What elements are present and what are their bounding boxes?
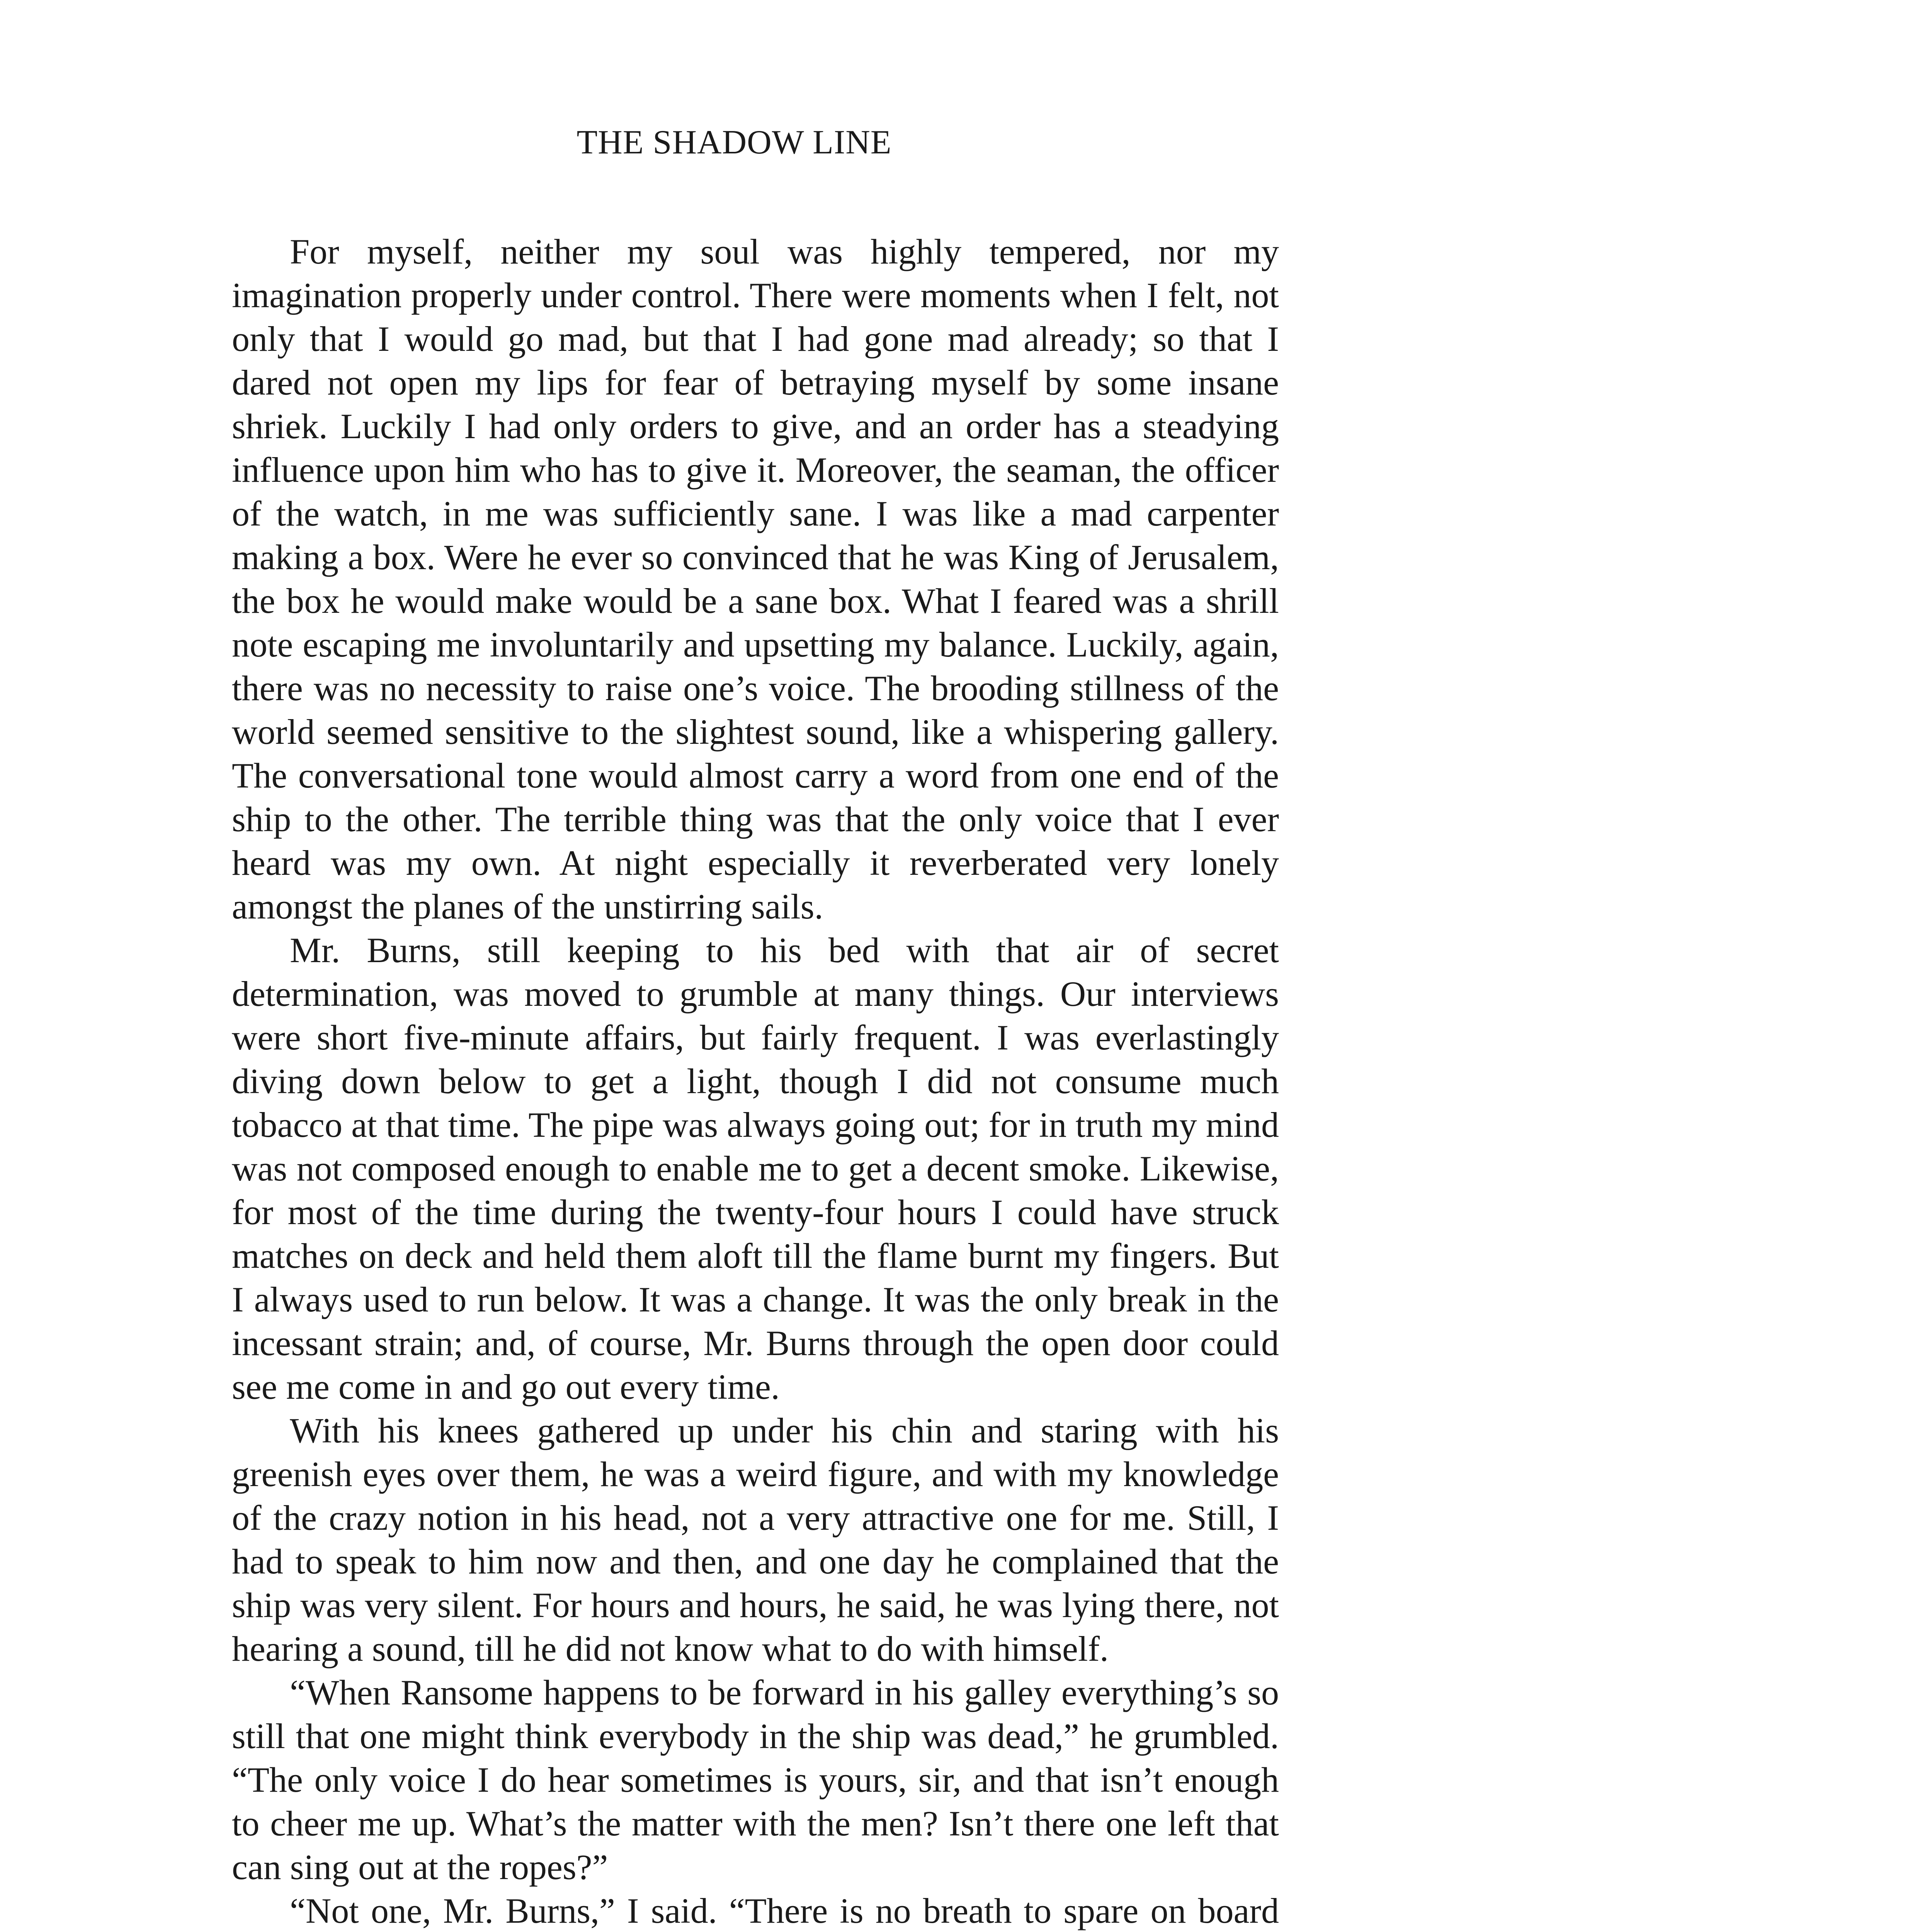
paragraph: “When Ransome happens to be forward in his galley everything’s so still that one might think everybody in the ship was dead,” he grumbled. “The only voice I do hear sometimes is yours, sir, and that isn’t enough to cheer me up. What’s the matter with the men? Isn’t there one left that can sing out at the ropes?” xyxy=(232,1673,1279,1887)
body-text xyxy=(232,230,1279,1932)
paragraph: For myself, neither my soul was highly tempered, nor my imagination properly under control. There were moments when I felt, not only that I would go mad, but that I had gone mad already; so that I dared not open my lips for fear of betraying myself by some insane shriek. Luckily I had only orders to give, and an order has a steadying influence upon him who has to give it. Moreover, the seaman, the officer of the watch, in me was sufficiently sane. I was like a mad carpenter making a box. Were he ever so convinced that he was King of Jerusalem, the box he would make would be a sane box. What I feared was a shrill note escaping me involuntarily and upsetting my balance. Luckily, again, there was no necessity to raise one’s voice. The brooding stillness of the world seemed sensitive to the slightest sound, like a whispering gallery. The conversational tone would almost carry a word from one end of the ship to the other. The terrible thing was that the only voice that I ever heard was my own. At night especially it reverberated very lonely amongst the planes of the unstirring sails. xyxy=(232,232,1279,926)
paragraph: With his knees gathered up under his chin and staring with his greenish eyes over them, he was a weird figure, and with my knowledge of the crazy notion in his head, not a very attractive one for me. Still, I had to speak to him now and then, and one day he complained that the ship was very silent. For hours and hours, he said, he was lying there, not hearing a sound, till he did not know what to do with himself. xyxy=(232,1411,1279,1668)
running-head: THE SHADOW LINE xyxy=(577,124,892,161)
paragraph: “Not one, Mr. Burns,” I said. “There is no breath to spare on board xyxy=(290,1891,1279,1930)
paragraph: Mr. Burns, still keeping to his bed with that air of secret determination, was moved to grumble at many things. Our interviews were short five-minute affairs, but fairly frequent. I was everlastingly diving down below to get a light, though I did not consume much tobacco at that time. The pipe was always going out; for in truth my mind was not composed enough to enable me to get a decent smoke. Likewise, for most of the time during the twenty-four hours I could have struck matches on deck and held them aloft till the flame burnt my fingers. But I always used to run below. It was a change. It was the only break in the incessant strain; and, of course, Mr. Burns through the open door could see me come in and go out every time. xyxy=(232,930,1279,1406)
